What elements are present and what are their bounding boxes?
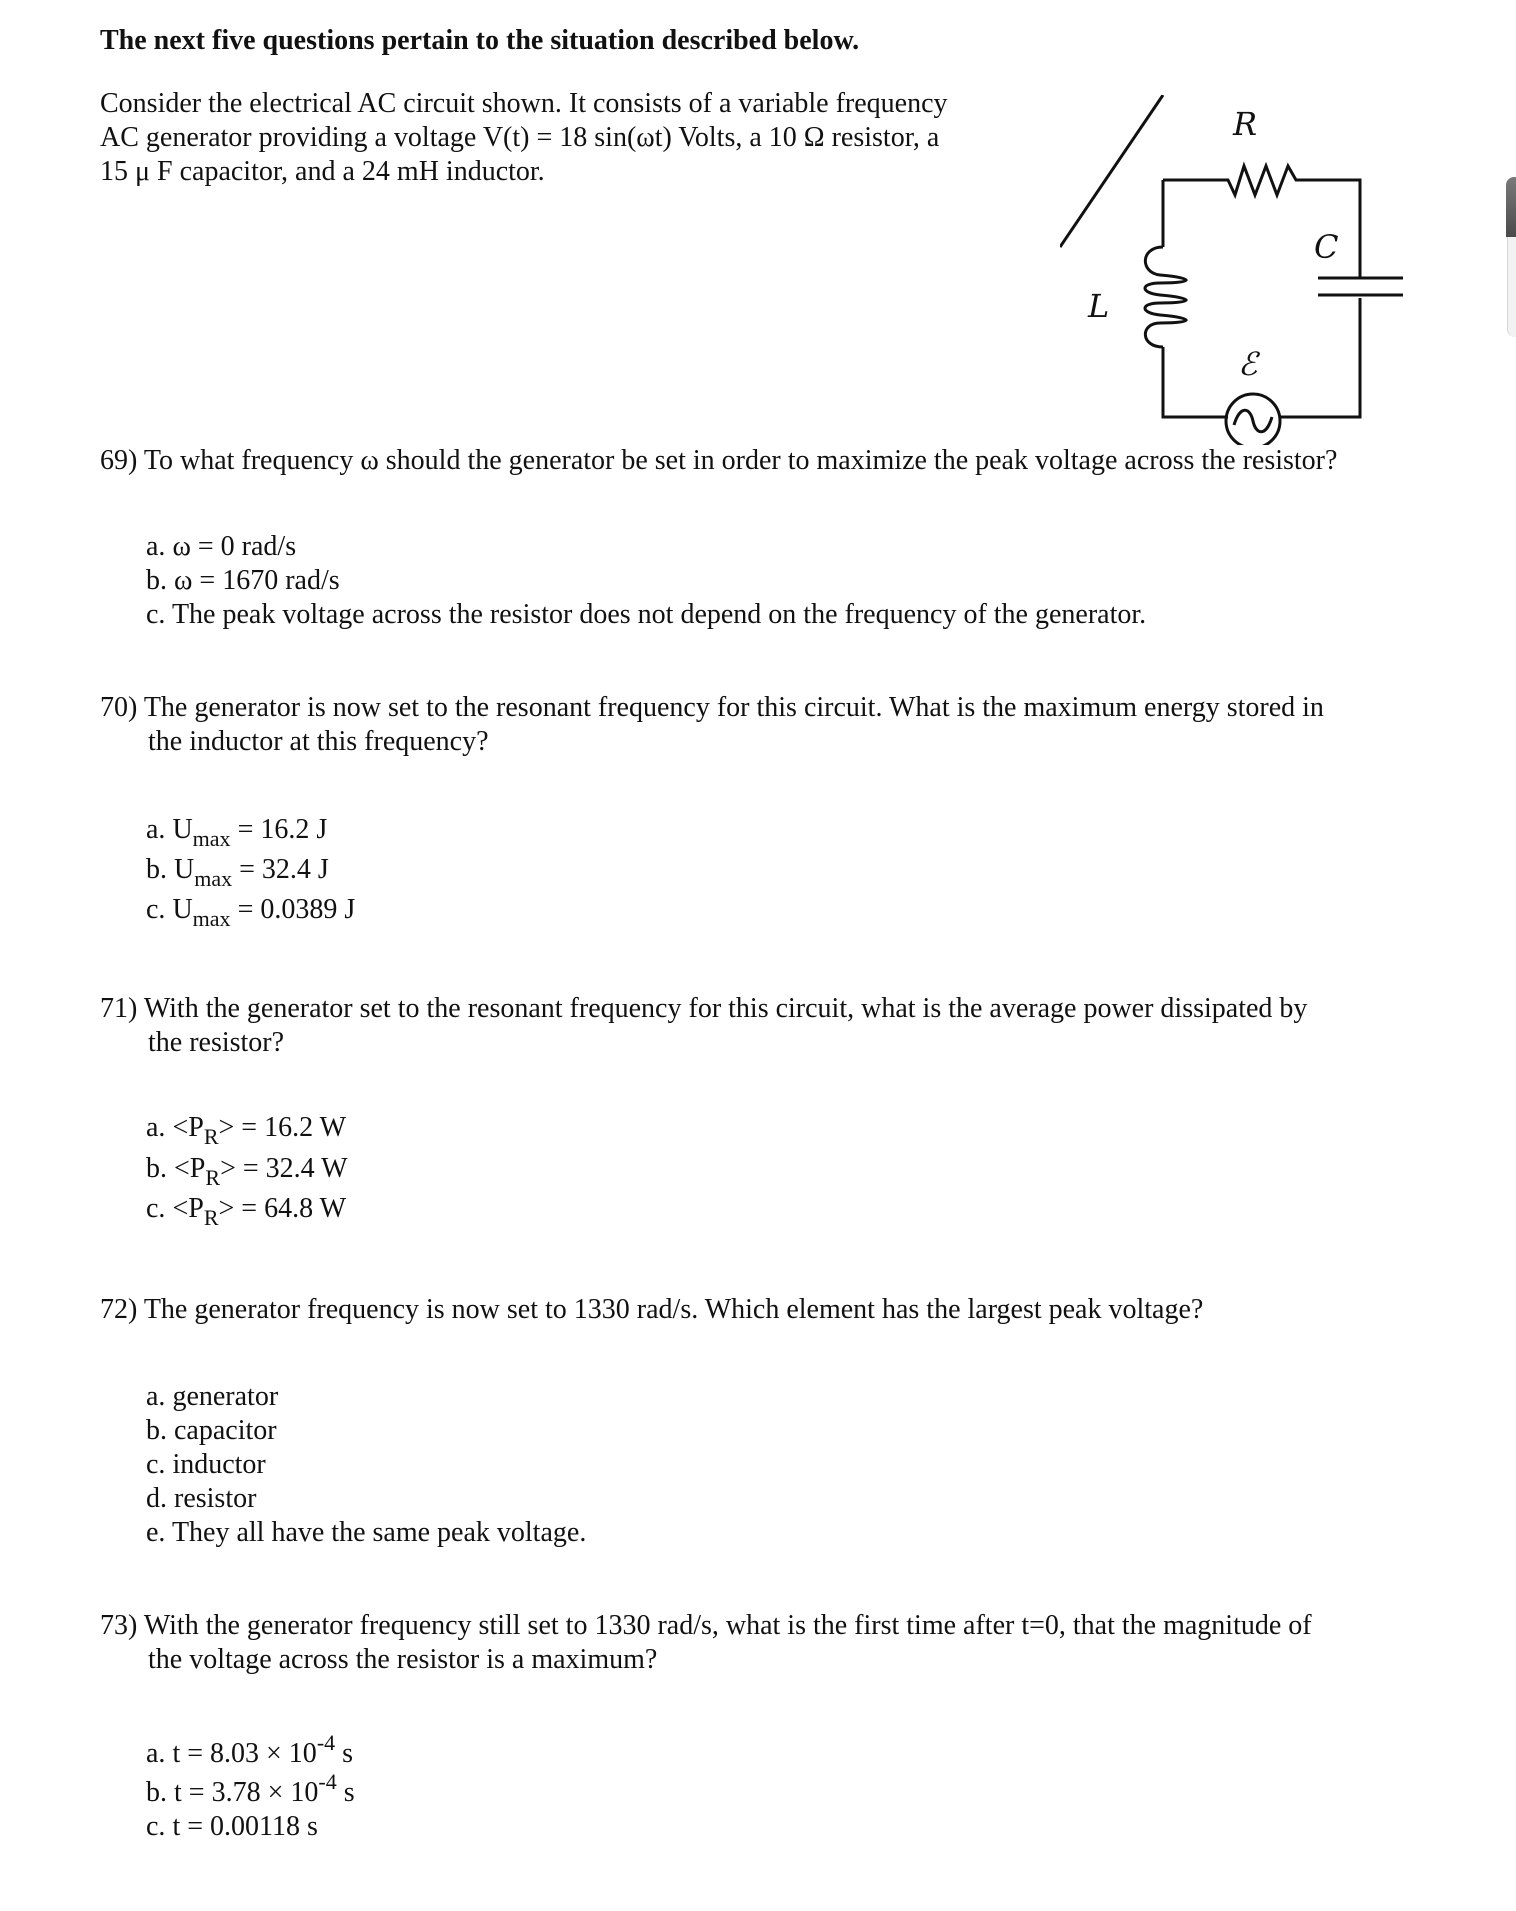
q71-option-b[interactable]: b. $<P_R> = 32.4$ W — [146, 1153, 348, 1190]
question-text: The generator is now set to the resonant frequency for this circuit. What is the maximum energy stored in — [143, 692, 1324, 723]
question-number: 69) — [100, 445, 138, 476]
q73-option-b[interactable]: b. $t = 3.78 \times 10^{-4}$ s — [146, 1769, 355, 1808]
q69-option-c[interactable]: c. The peak voltage across the resistor does not depend on the frequency of the generator. — [146, 599, 1147, 630]
inductor-coil — [1145, 247, 1186, 347]
question-text: To what frequency ω should the generator be set in order to maximize the peak voltage across the resistor? — [143, 445, 1338, 476]
question-text-continued: the inductor at this frequency? — [148, 726, 489, 757]
emf-label: ℰ — [1238, 345, 1258, 383]
capacitor-label: C — [1314, 228, 1339, 266]
intro-heading: The next five questions pertain to the situation described below. — [100, 25, 860, 56]
q73-option-c[interactable]: c. t = 0.00118 s — [146, 1811, 318, 1842]
q70-option-c[interactable]: c. $U_{max} = 0.0389$ J — [146, 894, 356, 931]
left-wire-bottom — [1163, 347, 1228, 417]
q69-option-b[interactable]: b. ω = 1670 rad/s — [146, 565, 340, 596]
right-wire-bottom — [1280, 298, 1360, 417]
ac-source-wave — [1234, 410, 1272, 432]
question-text: With the generator frequency still set to 1330 rad/s, what is the first time after t=0, that the magnitude of — [143, 1610, 1312, 1641]
q71-option-a[interactable]: a. $<P_R> = 16.2$ W — [146, 1112, 347, 1149]
question-number: 71) — [100, 993, 138, 1024]
q73-option-a[interactable]: a. $t = 8.03 \times 10^{-4}$ s — [146, 1730, 354, 1769]
intro-paragraph-line-2: AC generator providing a voltage V(t) = 18 sin(ωt) Volts, a 10 Ω resistor, a — [100, 122, 940, 153]
question-73 — [100, 1609, 1312, 1677]
q72-option-b[interactable]: b. capacitor — [146, 1415, 277, 1446]
q71-option-c[interactable]: c. $<P_R> = 64.8$ W — [146, 1193, 347, 1230]
q72-option-c[interactable]: c. inductor — [146, 1449, 266, 1480]
question-number: 72) — [100, 1294, 138, 1325]
q72-option-d[interactable]: d. resistor — [146, 1483, 257, 1514]
question-71 — [100, 992, 1307, 1060]
resistor-label: R — [1233, 105, 1258, 143]
question-text: The generator frequency is now set to 1330 rad/s. Which element has the largest peak voltage? — [143, 1294, 1204, 1325]
intro-paragraph-line-1: Consider the electrical AC circuit shown. It consists of a variable frequency — [100, 88, 948, 119]
q72-option-e[interactable]: e. They all have the same peak voltage. — [146, 1517, 587, 1548]
question-number: 70) — [100, 692, 138, 723]
q70-option-a[interactable]: a. $U_{max} = 16.2$ J — [146, 814, 328, 851]
rlc-circuit-diagram — [1060, 95, 1450, 445]
q70-option-b[interactable]: b. $U_{max} = 32.4$ J — [146, 854, 329, 891]
question-text: With the generator set to the resonant frequency for this circuit, what is the average power dissipated by — [143, 993, 1308, 1024]
inductor-label: L — [1088, 287, 1110, 325]
question-70 — [100, 691, 1324, 759]
scrollbar-thumb[interactable] — [1506, 177, 1516, 237]
question-69 — [100, 444, 1337, 478]
intro-paragraph-line-3: 15 μ F capacitor, and a 24 mH inductor. — [100, 156, 545, 187]
q69-option-a[interactable]: a. ω = 0 rad/s — [146, 531, 297, 562]
q72-option-a[interactable]: a. generator — [146, 1381, 279, 1412]
question-72 — [100, 1293, 1203, 1327]
question-text-continued: the voltage across the resistor is a maximum? — [148, 1644, 658, 1675]
question-number: 73) — [100, 1610, 138, 1641]
question-text-continued: the resistor? — [148, 1027, 285, 1058]
